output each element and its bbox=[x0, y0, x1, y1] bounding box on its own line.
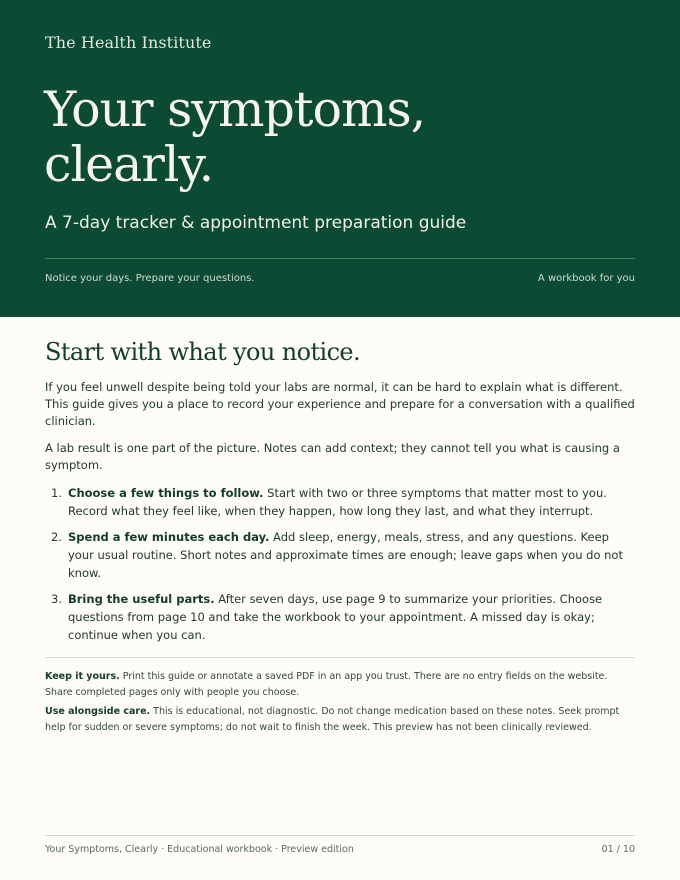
step-item bbox=[45, 484, 635, 520]
step-text: Start with two or three symptoms that matter most to you. Record what they feel like, when they happen, how long they last, and what they interrupt. bbox=[68, 486, 607, 518]
intro-paragraph-1: If you feel unwell despite being told your labs are normal, it can be hard to explain what is different. This guide gives you a place to record your experience and prepare for a conversation with a qualified clinician. bbox=[45, 380, 635, 428]
note-title: Keep it yours. bbox=[45, 671, 120, 682]
section-divider bbox=[45, 657, 635, 658]
footer-text: Your Symptoms, Clearly · Educational workbook · Preview edition bbox=[45, 844, 354, 855]
note-text: Print this guide or annotate a saved PDF in an app you trust. There are no entry fields on the website. Share completed pages only with people you choose. bbox=[45, 671, 608, 698]
step-title: Choose a few things to follow. bbox=[68, 486, 264, 500]
page-number: 01 / 10 bbox=[601, 844, 635, 855]
intro-section bbox=[45, 338, 635, 739]
section-heading: Start with what you notice. bbox=[45, 338, 361, 366]
page-title bbox=[44, 82, 604, 192]
note-text: This is educational, not diagnostic. Do not change medication based on these notes. Seek prompt help for sudden or severe symptoms; do not wait to finish the week. This preview has not been clinically reviewed. bbox=[45, 706, 620, 733]
title-line-1: Your symptoms, bbox=[44, 81, 426, 138]
organization-name: The Health Institute bbox=[45, 33, 212, 52]
step-item bbox=[45, 528, 635, 582]
step-text: After seven days, use page 9 to summarize your priorities. Choose questions from page 10 and take the workbook to your appointment. A missed day is okay; continue when you can. bbox=[68, 592, 603, 642]
step-title: Bring the useful parts. bbox=[68, 592, 215, 606]
note-title: Use alongside care. bbox=[45, 706, 151, 717]
tagline-right: A workbook for you bbox=[537, 273, 635, 284]
step-number: 2. bbox=[51, 530, 62, 544]
step-number: 3. bbox=[51, 592, 62, 606]
footer-divider bbox=[45, 835, 635, 836]
title-line-2: clearly. bbox=[44, 136, 214, 193]
hero-divider bbox=[45, 258, 635, 259]
steps-list bbox=[45, 484, 635, 644]
step-number: 1. bbox=[51, 486, 62, 500]
intro-paragraph-2: A lab result is one part of the picture. Notes can add context; they cannot tell you what is causing a symptom. bbox=[45, 441, 620, 472]
tagline-left: Notice your days. Prepare your questions. bbox=[45, 273, 255, 284]
page-subtitle: A 7-day tracker & appointment preparation guide bbox=[45, 213, 467, 233]
cover-banner bbox=[0, 0, 680, 317]
step-item bbox=[45, 590, 635, 644]
step-title: Spend a few minutes each day. bbox=[68, 530, 270, 544]
step-text: Add sleep, energy, meals, stress, and any questions. Keep your usual routine. Short notes and approximate times are enough; leave gaps when you do not know. bbox=[68, 530, 623, 580]
note-use-alongside-care bbox=[45, 704, 635, 736]
note-keep-it-yours bbox=[45, 669, 635, 701]
